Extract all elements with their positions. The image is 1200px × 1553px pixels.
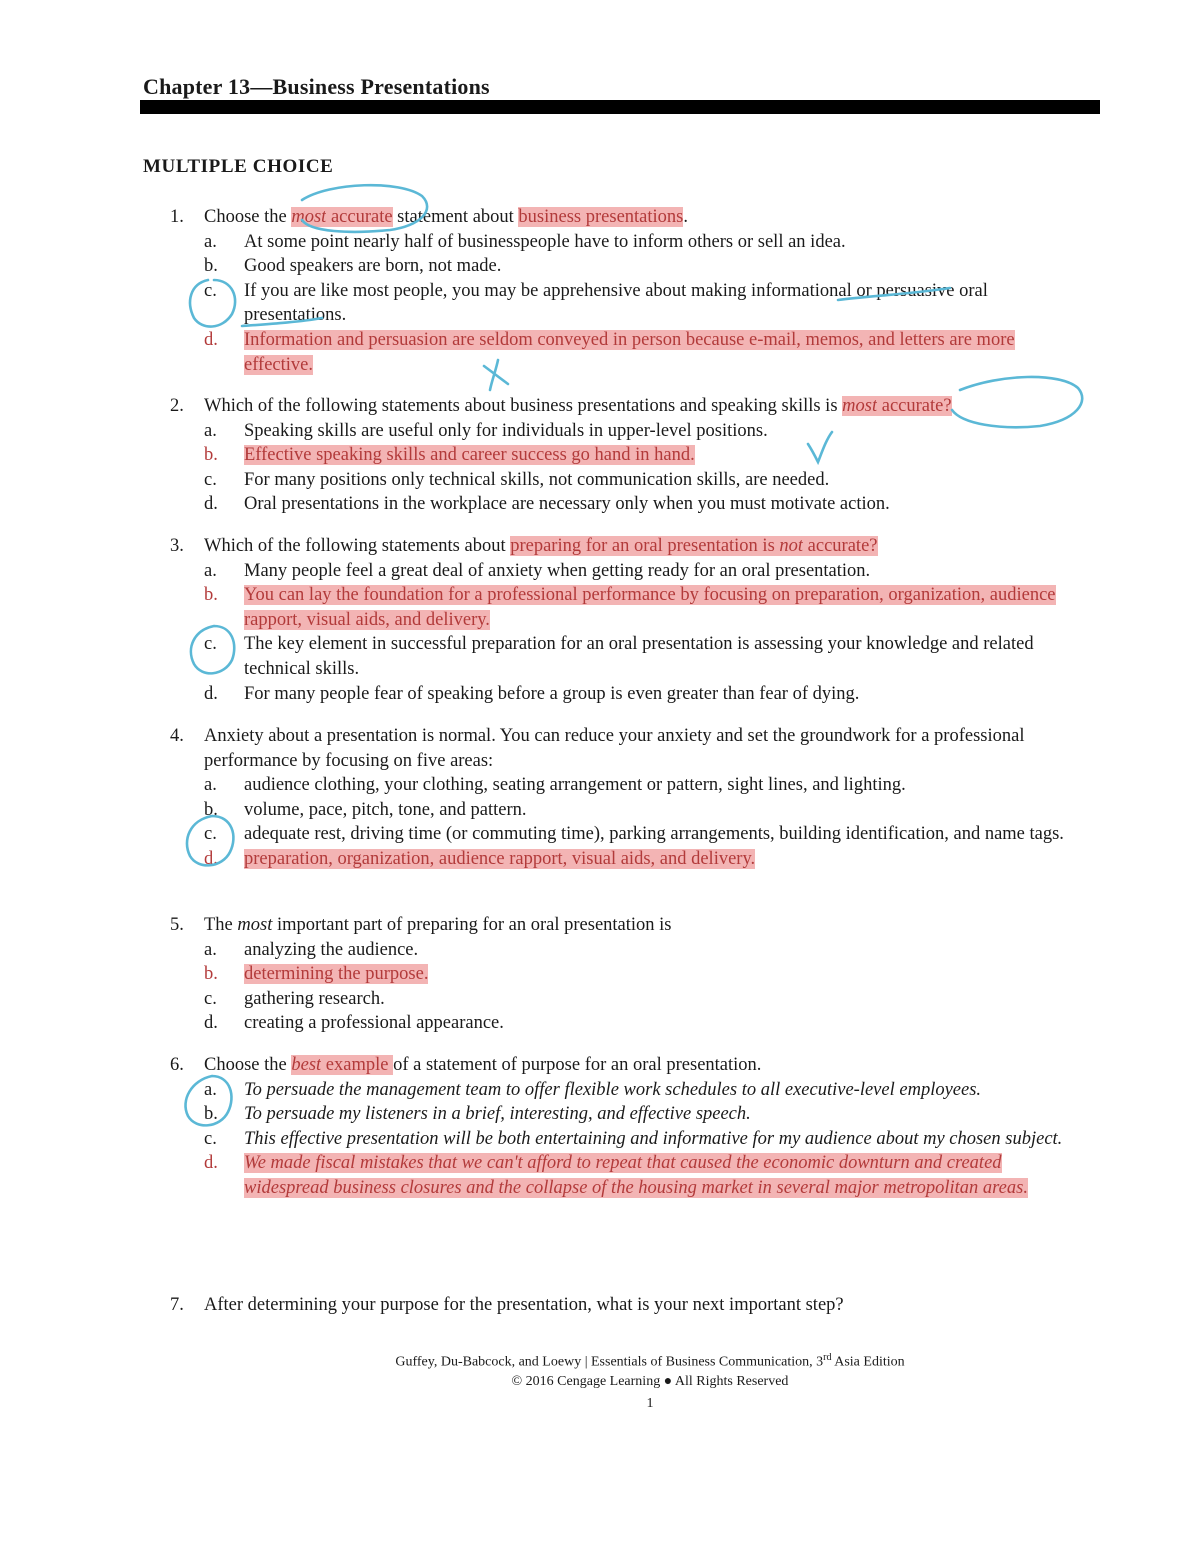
question-1	[170, 205, 1070, 377]
question-number: 4.	[170, 726, 184, 746]
option-text-content: You can lay the foundation for a professional performance by focusing on preparation, organization, audience rapport, visual aids, and delivery.	[244, 585, 1056, 630]
answer-option-d	[170, 1011, 1070, 1036]
footer-superscript: rd	[823, 1352, 832, 1363]
option-letter: a.	[204, 420, 217, 441]
option-text-content: volume, pace, pitch, tone, and pattern.	[244, 799, 527, 820]
stem-text: The	[204, 915, 238, 935]
option-text-content: To persuade my listeners in a brief, interesting, and effective speech.	[244, 1104, 751, 1125]
highlighted-phrase: accurate?	[877, 396, 952, 416]
option-text-content: gathering research.	[244, 988, 385, 1009]
option-text-content: Speaking skills are useful only for individuals in upper-level positions.	[244, 420, 768, 441]
answer-option-c	[170, 468, 1070, 493]
option-text-content: For many positions only technical skills, not communication skills, are needed.	[244, 469, 830, 490]
stem-text: most	[237, 915, 273, 935]
stem-text: important part of preparing for an oral presentation is	[272, 915, 672, 935]
option-text-content: Many people feel a great deal of anxiety when getting ready for an oral presentation.	[244, 560, 871, 581]
option-text-content: The key element in successful preparation for an oral presentation is assessing your knowledge and related technical skills.	[244, 634, 1034, 679]
option-text	[244, 1127, 1070, 1152]
highlighted-answer-text	[244, 583, 1070, 632]
option-text-content: Oral presentations in the workplace are necessary only when you must motivate action.	[244, 494, 890, 515]
option-text	[244, 1011, 1070, 1036]
answer-option-b	[170, 443, 1070, 468]
option-letter: c.	[204, 988, 217, 1009]
stem-text: statement about	[392, 207, 519, 227]
option-letter: d.	[204, 494, 218, 515]
answer-option-d	[170, 847, 1070, 872]
option-text	[244, 938, 1070, 963]
option-text	[244, 254, 1070, 279]
question-stem	[204, 394, 1070, 419]
option-text-content: adequate rest, driving time (or commuting time), parking arrangements, building identification, and name tags.	[244, 824, 1064, 845]
option-letter: a.	[204, 1079, 217, 1100]
option-text-content: Good speakers are born, not made.	[244, 256, 502, 277]
question-number: 1.	[170, 207, 184, 227]
highlighted-phrase: business presentations	[518, 207, 684, 227]
option-letter: c.	[204, 634, 217, 655]
option-text	[244, 1078, 1070, 1103]
highlighted-phrase: most	[291, 207, 327, 227]
answer-option-b	[170, 254, 1070, 279]
option-text-content: Information and persuasion are seldom conveyed in person because e-mail, memos, and letters are more effective.	[244, 329, 1015, 375]
question-5	[170, 913, 1070, 1036]
option-text-content: To persuade the management team to offer flexible work schedules to all executive-level employees.	[244, 1079, 982, 1100]
option-letter: d.	[204, 1013, 218, 1034]
question-stem	[204, 534, 1070, 559]
option-text	[244, 682, 1070, 707]
option-letter: b.	[204, 585, 218, 606]
highlighted-phrase: not	[779, 536, 804, 556]
option-letter: d.	[204, 1153, 218, 1174]
highlighted-phrase: accurate	[326, 207, 393, 227]
option-letter: c.	[204, 469, 217, 490]
question-7	[170, 1293, 1070, 1318]
option-letter: d.	[204, 683, 218, 704]
answer-option-b	[170, 1102, 1070, 1127]
stem-text: Choose the	[204, 207, 292, 227]
option-text	[244, 822, 1070, 847]
stem-text: .	[683, 207, 688, 227]
option-text-content: determining the purpose.	[244, 964, 429, 985]
option-letter: b.	[204, 799, 218, 820]
option-text-content: If you are like most people, you may be apprehensive about making informational or persuasive oral presentations.	[244, 280, 988, 326]
option-letter: b.	[204, 256, 218, 277]
option-text	[244, 419, 1070, 444]
question-number: 2.	[170, 396, 184, 416]
chapter-title: Chapter 13—Business Presentations	[143, 74, 490, 99]
stem-text: Which of the following statements about business presentations and speaking skills is	[204, 396, 843, 416]
option-text	[244, 1102, 1070, 1127]
highlighted-phrase: example	[321, 1055, 394, 1075]
page-number: 1	[646, 1396, 654, 1411]
option-letter: a.	[204, 939, 217, 960]
stem-text: Choose the	[204, 1055, 292, 1075]
stem-text: Which of the following statements about	[204, 536, 511, 556]
option-letter: b.	[204, 964, 218, 985]
stem-text: of a statement of purpose for an oral presentation.	[393, 1055, 762, 1075]
question-number: 7.	[170, 1295, 184, 1315]
option-text-content: Effective speaking skills and career success go hand in hand.	[244, 445, 695, 466]
option-letter: a.	[204, 231, 217, 252]
option-text-content: analyzing the audience.	[244, 939, 419, 960]
option-text	[244, 468, 1070, 493]
answer-option-a	[170, 1078, 1070, 1103]
highlighted-answer-text	[244, 1151, 1070, 1200]
option-text-content: For many people fear of speaking before a group is even greater than fear of dying.	[244, 683, 860, 704]
answer-option-a	[170, 419, 1070, 444]
highlighted-answer-text	[244, 443, 1070, 468]
title-rule	[140, 100, 1100, 114]
footer-citation-text: Guffey, Du-Babcock, and Loewy | Essentials of Business Communication, 3	[395, 1354, 824, 1370]
option-letter: d.	[204, 848, 218, 869]
option-letter: c.	[204, 1128, 217, 1149]
answer-option-a	[170, 559, 1070, 584]
answer-option-d	[170, 682, 1070, 707]
option-text-content: At some point nearly half of businesspeople have to inform others or sell an idea.	[244, 231, 846, 252]
question-4	[170, 724, 1070, 872]
highlighted-phrase: most	[842, 396, 878, 416]
option-text-content: preparation, organization, audience rapport, visual aids, and delivery.	[244, 848, 756, 869]
question-stem	[204, 205, 1070, 230]
option-letter: c.	[204, 280, 217, 301]
option-text-content: creating a professional appearance.	[244, 1013, 504, 1034]
option-text	[244, 492, 1070, 517]
answer-option-c	[170, 632, 1070, 681]
question-number: 3.	[170, 536, 184, 556]
question-3	[170, 534, 1070, 706]
question-stem	[204, 724, 1070, 773]
question-stem	[204, 1293, 1070, 1318]
option-letter: a.	[204, 560, 217, 581]
stem-text: After determining your purpose for the presentation, what is your next important step?	[204, 1295, 844, 1315]
answer-option-a	[170, 938, 1070, 963]
option-letter: c.	[204, 824, 217, 845]
answer-option-d	[170, 1151, 1070, 1200]
answer-option-d	[170, 328, 1070, 377]
answer-option-c	[170, 1127, 1070, 1152]
question-2	[170, 394, 1070, 517]
option-text-content: We made fiscal mistakes that we can't afford to repeat that caused the economic downturn and created widespread business closures and the collapse of the housing market in several major metropolitan areas.	[244, 1153, 1028, 1198]
option-letter: b.	[204, 1104, 218, 1125]
option-letter: a.	[204, 775, 217, 796]
option-letter: b.	[204, 445, 218, 466]
option-text-content: audience clothing, your clothing, seating arrangement or pattern, sight lines, and lighting.	[244, 775, 906, 796]
highlighted-phrase: preparing for an oral presentation is	[510, 536, 780, 556]
answer-option-c	[170, 987, 1070, 1012]
option-text-content: This effective presentation will be both entertaining and informative for my audience about my chosen subject.	[244, 1128, 1063, 1149]
question-stem	[204, 913, 1070, 938]
question-6	[170, 1053, 1070, 1201]
stem-text: Anxiety about a presentation is normal. You can reduce your anxiety and set the groundwork for a professional performance by focusing on five areas:	[204, 726, 1025, 771]
answer-option-a	[170, 773, 1070, 798]
answer-option-b	[170, 583, 1070, 632]
question-number: 5.	[170, 915, 184, 935]
option-text	[244, 798, 1070, 823]
footer-citation	[0, 1352, 1200, 1371]
footer-edition: Asia Edition	[831, 1354, 905, 1370]
answer-option-a	[170, 230, 1070, 255]
option-text	[244, 230, 1070, 255]
highlighted-answer-text	[244, 328, 1070, 377]
option-letter: d.	[204, 329, 218, 350]
question-stem	[204, 1053, 1070, 1078]
option-text	[244, 987, 1070, 1012]
option-text	[244, 773, 1070, 798]
answer-option-c	[170, 822, 1070, 847]
footer-copyright: © 2016 Cengage Learning ● All Rights Reserved	[511, 1374, 789, 1389]
option-text	[244, 559, 1070, 584]
highlighted-answer-text	[244, 847, 1070, 872]
section-heading: MULTIPLE CHOICE	[143, 156, 334, 177]
option-text	[244, 279, 1070, 328]
answer-option-d	[170, 492, 1070, 517]
question-number: 6.	[170, 1055, 184, 1075]
answer-option-b	[170, 798, 1070, 823]
highlighted-phrase: best	[291, 1055, 322, 1075]
answer-option-c	[170, 279, 1070, 328]
answer-option-b	[170, 962, 1070, 987]
highlighted-answer-text	[244, 962, 1070, 987]
highlighted-phrase: accurate?	[803, 536, 878, 556]
option-text	[244, 632, 1070, 681]
